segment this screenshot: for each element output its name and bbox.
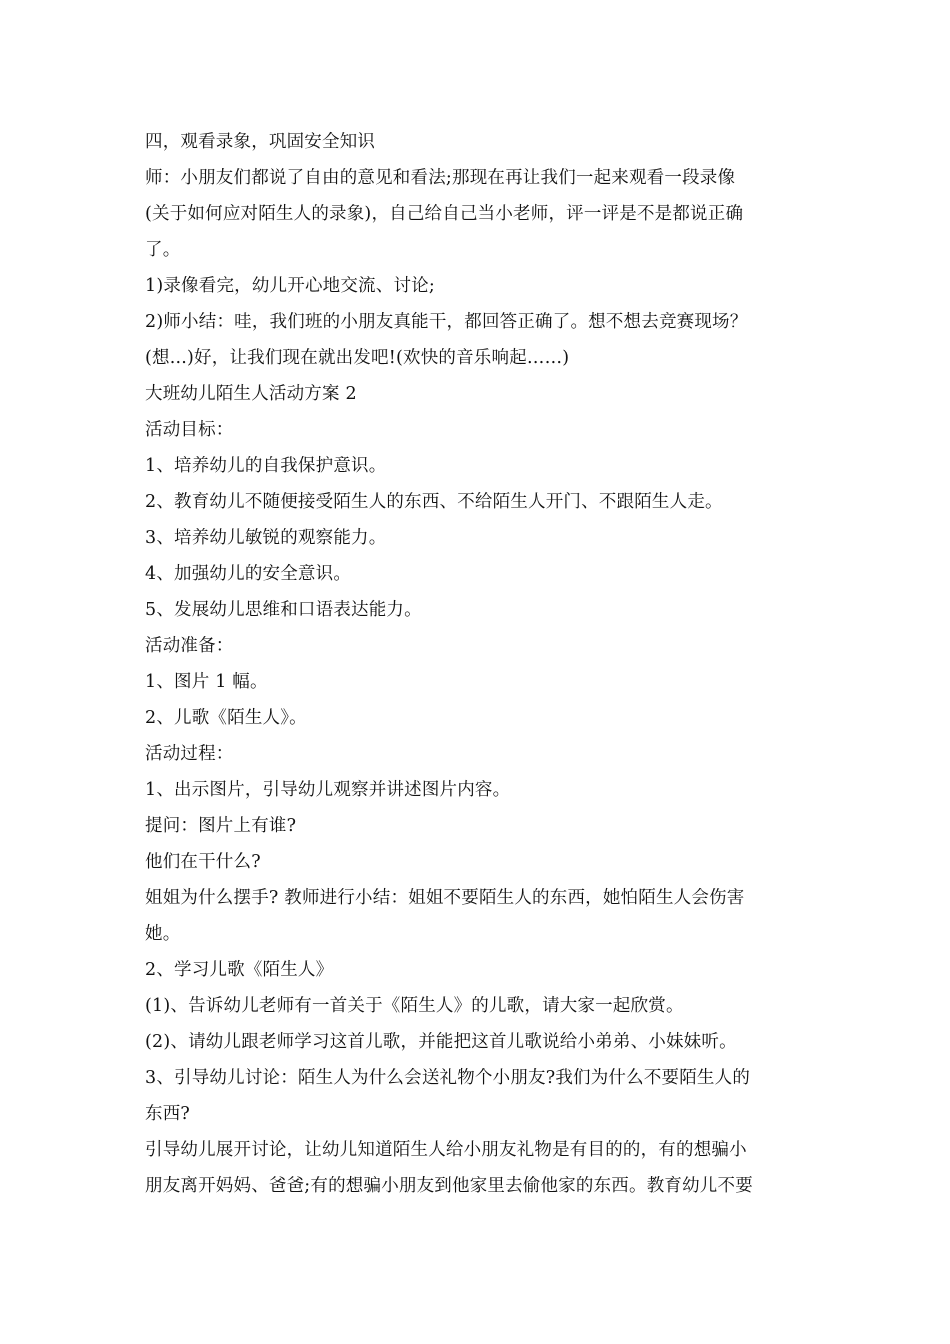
paragraph-line: (关于如何应对陌生人的录象)，自己给自己当小老师，评一评是不是都说正确	[145, 204, 744, 224]
list-item: 5、发展幼儿思维和口语表达能力。	[145, 600, 422, 620]
paragraph-line: 她。	[145, 924, 181, 944]
paragraph-line: 东西?	[145, 1104, 190, 1124]
list-item: 3、引导幼儿讨论：陌生人为什么会送礼物个小朋友?我们为什么不要陌生人的	[145, 1068, 751, 1088]
list-item: 2)师小结：哇，我们班的小朋友真能干，都回答正确了。想不想去竞赛现场？	[145, 312, 748, 332]
paragraph-line: 引导幼儿展开讨论，让幼儿知道陌生人给小朋友礼物是有目的的，有的想骗小	[145, 1140, 747, 1160]
section-heading-process: 活动过程：	[145, 744, 234, 764]
list-item: 4、加强幼儿的安全意识。	[145, 564, 352, 584]
paragraph-line: 他们在干什么?	[145, 852, 261, 872]
document-body	[145, 124, 811, 1204]
list-item: 1、图片 1 幅。	[145, 672, 268, 692]
list-item: 2、儿歌《陌生人》。	[145, 708, 307, 728]
list-item: (1)、告诉幼儿老师有一首关于《陌生人》的儿歌，请大家一起欣赏。	[145, 996, 684, 1016]
paragraph-line: 姐姐为什么摆手? 教师进行小结：姐姐不要陌生人的东西，她怕陌生人会伤害	[145, 888, 745, 908]
paragraph-line: 朋友离开妈妈、爸爸;有的想骗小朋友到他家里去偷他家的东西。教育幼儿不要	[145, 1176, 753, 1196]
paragraph-line: 提问：图片上有谁?	[145, 816, 297, 836]
list-item: (2)、请幼儿跟老师学习这首儿歌，并能把这首儿歌说给小弟弟、小妹妹听。	[145, 1032, 737, 1052]
paragraph-line: 了。	[145, 240, 181, 260]
paragraph-line: (想...)好，让我们现在就出发吧!(欢快的音乐响起……)	[145, 348, 570, 368]
paragraph-line: 师：小朋友们都说了自由的意见和看法;那现在再让我们一起来观看一段录像	[145, 168, 736, 188]
list-item: 1、培养幼儿的自我保护意识。	[145, 456, 387, 476]
list-item: 1、出示图片，引导幼儿观察并讲述图片内容。	[145, 780, 511, 800]
list-item: 2、教育幼儿不随便接受陌生人的东西、不给陌生人开门、不跟陌生人走。	[145, 492, 723, 512]
section-heading-preparation: 活动准备：	[145, 636, 234, 656]
section-heading-watch-video: 四，观看录象，巩固安全知识	[145, 132, 376, 152]
document-title: 大班幼儿陌生人活动方案 2	[145, 384, 357, 404]
list-item: 1)录像看完，幼儿开心地交流、讨论;	[145, 276, 435, 296]
list-item: 2、学习儿歌《陌生人》	[145, 960, 334, 980]
section-heading-goals: 活动目标：	[145, 420, 234, 440]
list-item: 3、培养幼儿敏锐的观察能力。	[145, 528, 387, 548]
